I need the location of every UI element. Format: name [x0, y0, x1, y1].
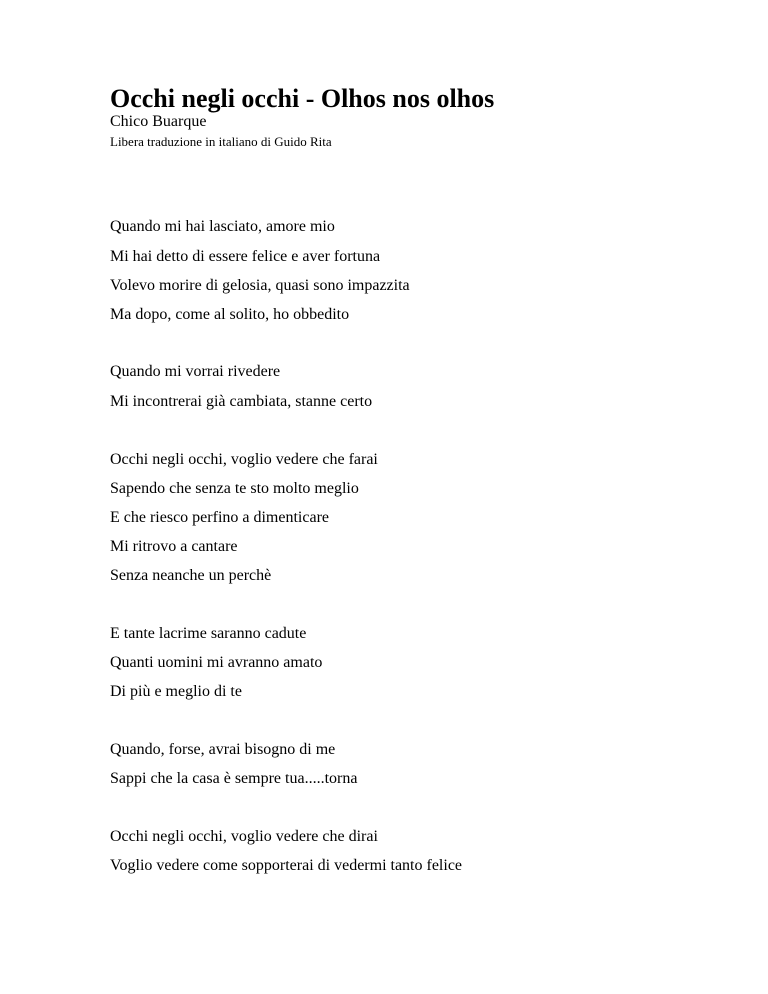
author-name: Chico Buarque: [110, 113, 207, 130]
lyric-line: Quando mi hai lasciato, amore mio: [110, 218, 335, 235]
lyric-line: Occhi negli occhi, voglio vedere che farai: [110, 451, 378, 468]
lyric-line: E tante lacrime saranno cadute: [110, 625, 307, 642]
lyric-line: Ma dopo, come al solito, ho obbedito: [110, 306, 350, 323]
lyric-line: Quando mi vorrai rivedere: [110, 363, 281, 380]
lyric-line: Di più e meglio di te: [110, 683, 242, 700]
lyric-line: Occhi negli occhi, voglio vedere che dirai: [110, 828, 378, 845]
lyric-line: Senza neanche un perchè: [110, 567, 272, 584]
lyric-line: Mi ritrovo a cantare: [110, 538, 238, 555]
translation-credit: Libera traduzione in italiano di Guido Rita: [110, 134, 332, 149]
lyric-line: E che riesco perfino a dimenticare: [110, 509, 329, 526]
lyric-line: Quanti uomini mi avranno amato: [110, 654, 323, 671]
lyric-line: Quando, forse, avrai bisogno di me: [110, 741, 336, 758]
lyric-line: Voglio vedere come sopporterai di vedermi tanto felice: [110, 857, 463, 874]
lyric-line: Volevo morire di gelosia, quasi sono impazzita: [110, 277, 410, 294]
lyric-line: Sapendo che senza te sto molto meglio: [110, 480, 359, 497]
lyric-line: Mi incontrerai già cambiata, stanne certo: [110, 393, 373, 410]
lyric-line: Sappi che la casa è sempre tua.....torna: [110, 770, 358, 787]
lyric-line: Mi hai detto di essere felice e aver fortuna: [110, 248, 381, 265]
page-title: Occhi negli occhi - Olhos nos olhos: [110, 84, 495, 113]
